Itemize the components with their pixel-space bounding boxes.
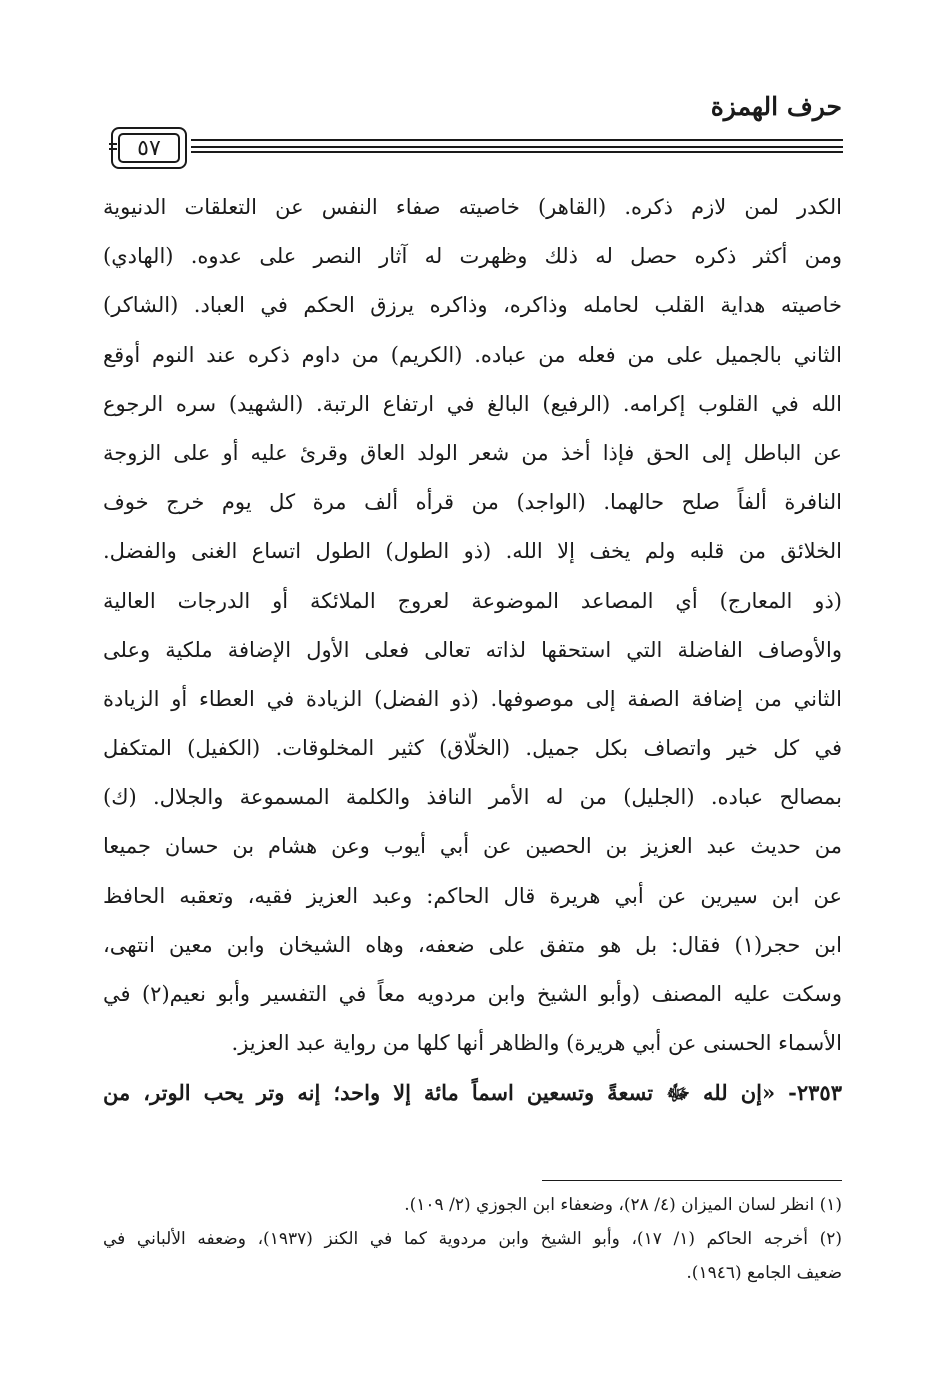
text-line: من حديث عبد العزيز بن الحصين عن أبي أيوب وعن هشام بن حسان جميعا (103, 834, 842, 859)
header-rule-line (191, 139, 843, 141)
text-line: الخلائق من قلبه ولم يخف إلا الله. (ذو الطول) الطول اتساع الغنى والفضل. (103, 539, 842, 564)
footnote-separator (542, 1180, 842, 1181)
footnote-continuation: ضعيف الجامع (١٩٤٦). (686, 1263, 842, 1283)
text-line: الأسماء الحسنى عن أبي هريرة) والظاهر أنها كلها من رواية عبد العزيز. (231, 1031, 842, 1056)
text-line: في كل خير واتصاف بكل جميل. (الخلّاق) كثير المخلوقات. (الكفيل) المتكفل (103, 736, 842, 761)
running-header-title: حرف الهمزة (710, 92, 842, 121)
page-number-ornament (109, 143, 117, 145)
text-line: (ذو المعارج) أي المصاعد الموضوعة لعروج الملائكة أو الدرجات العالية (103, 588, 842, 613)
text-line: ابن حجر(١) فقال: بل هو متفق على ضعفه، وهاه الشيخان وابن معين انتهى، (103, 932, 842, 957)
page-number-frame (111, 127, 187, 169)
text-line: ومن أكثر ذكره حصل له ذلك وظهرت له آثار النصر على عدوه. (الهادي) (103, 244, 842, 269)
text-line: وسكت عليه المصنف (وأبو الشيخ وابن مردويه معاً في التفسير وأبو نعيم(٢) في (103, 982, 842, 1006)
text-line: الله في القلوب إكرامه. (الرفيع) البالغ في ارتفاع الرتبة. (الشهيد) سره الرجوع (103, 391, 842, 416)
text-line: الثاني من إضافة الصفة إلى موصوفها. (ذو الفضل) الزيادة في العطاء أو الزيادة (103, 686, 842, 711)
text-line: عن الباطل إلى الحق فإذا أخذ من شعر الولد العاق وقرئ عليه أو على الزوجة (103, 440, 842, 465)
text-line: بمصالح عباده. (الجليل) من له الأمر النافذ والكلمة المسموعة والجلال. (ك) (103, 785, 842, 810)
footnote: (٢) أخرجه الحاكم (١/ ١٧)، وأبو الشيخ وابن مردوية كما في الكنز (١٩٣٧)، وضعفه الألباني في (103, 1229, 842, 1249)
text-line: والأوصاف الفاضلة التي استحقها لذاته تعالى فعلى الأول الإضافة ملكية وعلى (103, 637, 842, 662)
main-text (103, 183, 842, 1118)
header-rule-line (191, 151, 843, 153)
footnote: (١) انظر لسان الميزان (٤/ ٢٨)، وضعفاء ابن الجوزي (٢/ ١٠٩). (404, 1195, 842, 1215)
text-line: الثاني بالجميل على من فعله من عباده. (الكريم) من داوم ذكره عند النوم أوقع (103, 342, 842, 367)
header-rule (103, 127, 843, 167)
footnotes (103, 1188, 842, 1290)
hadith-heading-line: ٢٣٥٣- «إن لله ﷻ تسعةً وتسعين اسماً مائة إلا واحد؛ إنه وتر يحب الوتر، من (103, 1080, 842, 1106)
text-line: عن ابن سيرين عن أبي هريرة قال الحاكم: وعبد العزيز فقيه، وتعقبه الحافظ (103, 883, 842, 908)
header-rule-line (191, 146, 843, 148)
text-line: الكدر لمن لازم ذكره. (القاهر) خاصيته صفاء النفس عن التعلقات الدنيوية (103, 195, 842, 219)
page-number: ٥٧ (118, 133, 180, 163)
text-line: النافرة ألفاً صلح حالهما. (الواجد) من قرأه ألف مرة كل يوم خرج خوف (103, 490, 842, 515)
text-line: خاصيته هداية القلب لحامله وذاكره، وذاكره يرزق الحكم في العباد. (الشاكر) (103, 293, 842, 318)
